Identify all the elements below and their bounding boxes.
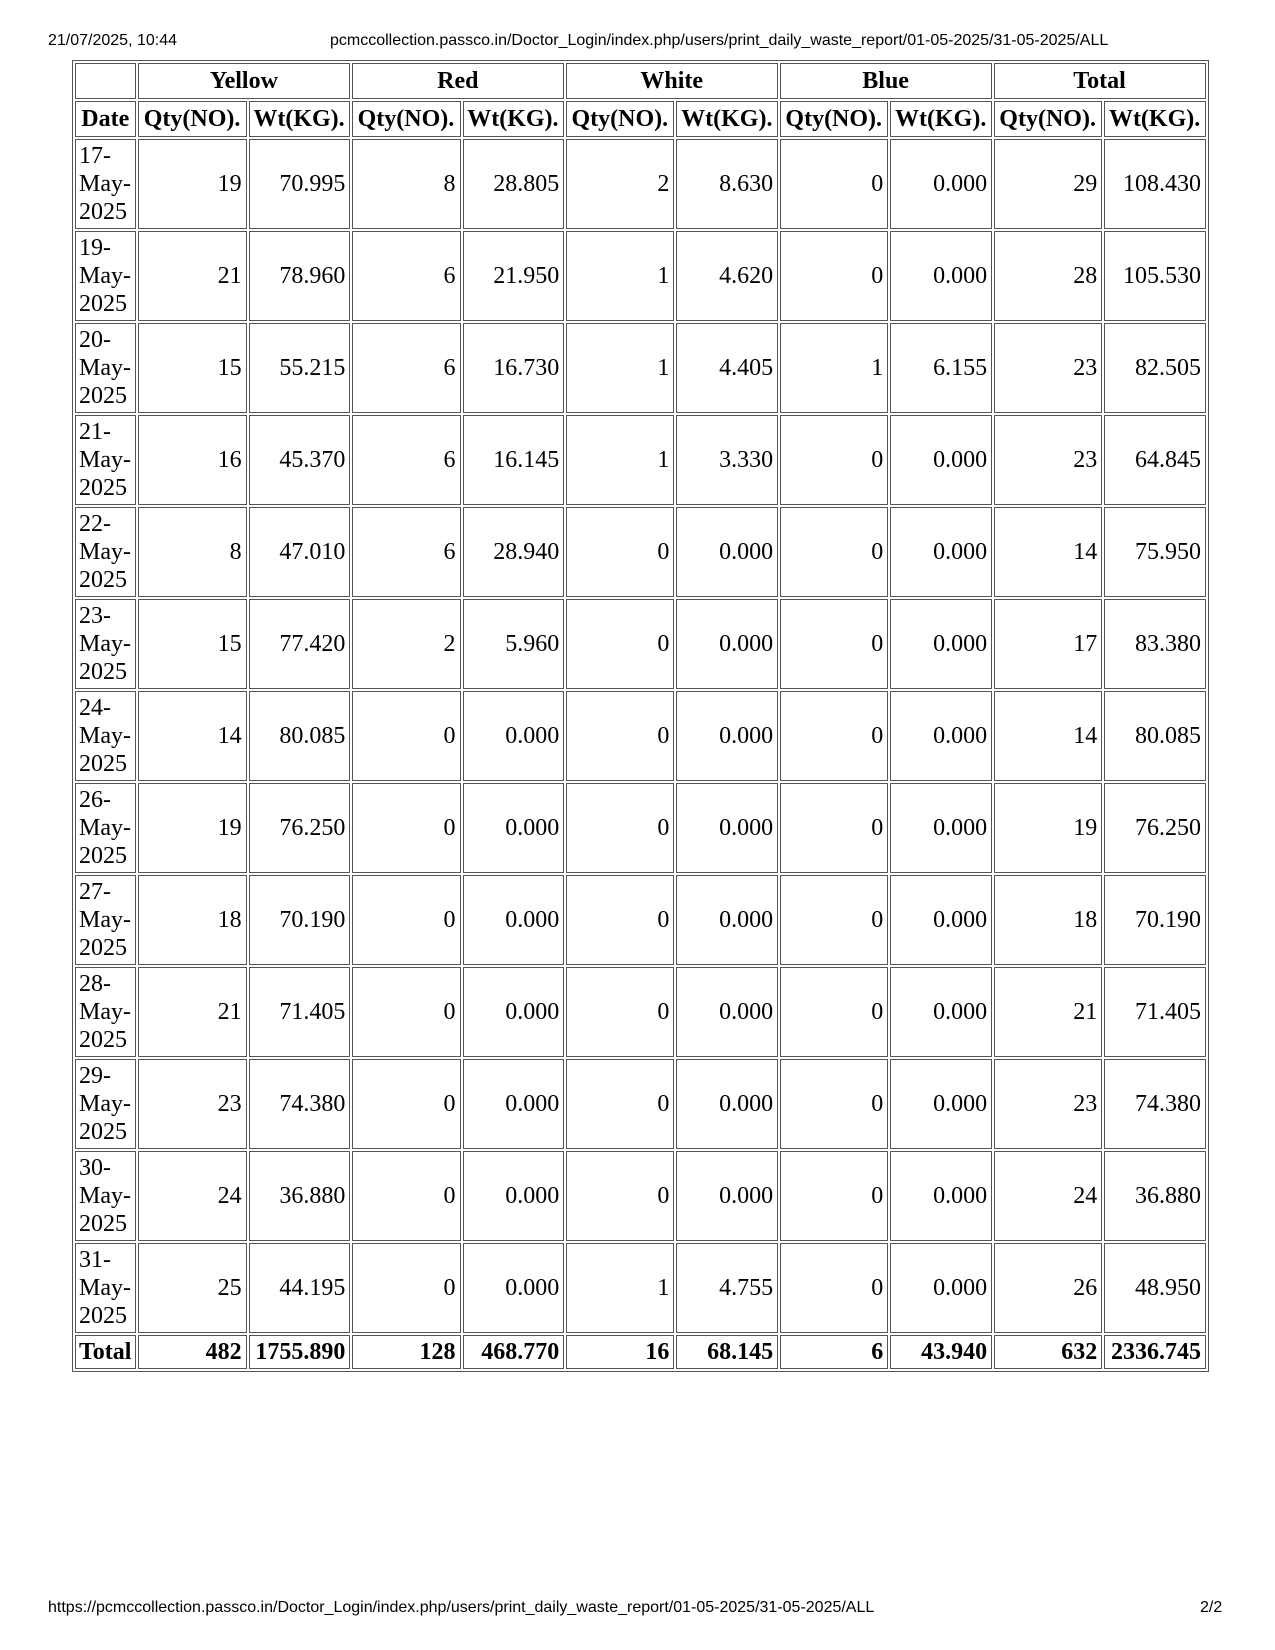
qty-cell: 14 [138, 691, 246, 781]
wt-cell: 83.380 [1104, 599, 1206, 689]
page-number: 2/2 [1200, 1599, 1223, 1616]
qty-cell: 15 [138, 323, 246, 413]
qty-cell: 2 [566, 139, 674, 229]
qty-cell: 1 [566, 323, 674, 413]
date-cell: 23-May-2025 [75, 599, 136, 689]
wt-cell: 28.940 [463, 507, 565, 597]
wt-cell: 28.805 [463, 139, 565, 229]
qty-cell: 0 [566, 691, 674, 781]
wt-cell: 0.000 [463, 875, 565, 965]
wt-cell: 0.000 [463, 1243, 565, 1333]
wt-cell: 4.620 [676, 231, 778, 321]
wt-cell: 36.880 [249, 1151, 351, 1241]
qty-cell: 0 [780, 139, 888, 229]
wt-cell: 0.000 [676, 507, 778, 597]
qty-cell: 0 [780, 507, 888, 597]
qty-cell: 15 [138, 599, 246, 689]
qty-cell: 19 [138, 783, 246, 873]
qty-cell: 0 [566, 967, 674, 1057]
table-row [75, 1059, 1206, 1149]
wt-cell: 76.250 [1104, 783, 1206, 873]
date-cell: 28-May-2025 [75, 967, 136, 1057]
table-row [75, 323, 1206, 413]
wt-cell: 75.950 [1104, 507, 1206, 597]
qty-cell: 0 [352, 691, 460, 781]
total-cell: 1755.890 [249, 1335, 351, 1369]
qty-cell: 0 [780, 231, 888, 321]
date-cell: 24-May-2025 [75, 691, 136, 781]
qty-cell: 6 [352, 231, 460, 321]
qty-cell: 0 [566, 1151, 674, 1241]
wt-header: Wt(KG). [676, 101, 778, 137]
wt-cell: 82.505 [1104, 323, 1206, 413]
qty-cell: 1 [566, 1243, 674, 1333]
wt-cell: 0.000 [890, 1151, 992, 1241]
qty-cell: 0 [780, 691, 888, 781]
wt-cell: 0.000 [890, 1059, 992, 1149]
wt-cell: 0.000 [676, 691, 778, 781]
wt-cell: 108.430 [1104, 139, 1206, 229]
print-timestamp: 21/07/2025, 10:44 [48, 32, 178, 49]
table-row [75, 875, 1206, 965]
qty-cell: 0 [352, 1243, 460, 1333]
qty-cell: 0 [780, 783, 888, 873]
wt-cell: 0.000 [676, 1059, 778, 1149]
wt-cell: 77.420 [249, 599, 351, 689]
date-cell: 27-May-2025 [75, 875, 136, 965]
wt-cell: 8.630 [676, 139, 778, 229]
wt-header: Wt(KG). [249, 101, 351, 137]
total-cell: 482 [138, 1335, 246, 1369]
total-cell: 43.940 [890, 1335, 992, 1369]
qty-header: Qty(NO). [352, 101, 460, 137]
wt-cell: 21.950 [463, 231, 565, 321]
qty-header: Qty(NO). [138, 101, 246, 137]
qty-cell: 21 [138, 231, 246, 321]
qty-cell: 19 [994, 783, 1102, 873]
table-row [75, 1243, 1206, 1333]
wt-cell: 71.405 [249, 967, 351, 1057]
wt-cell: 0.000 [890, 691, 992, 781]
print-header-url: pcmccollection.passco.in/Doctor_Login/index.php/users/print_daily_waste_report/01-05-2025/31-05-2025/ALL [330, 32, 1109, 49]
qty-cell: 0 [352, 1151, 460, 1241]
qty-cell: 23 [138, 1059, 246, 1149]
wt-cell: 47.010 [249, 507, 351, 597]
table-row [75, 1151, 1206, 1241]
wt-cell: 6.155 [890, 323, 992, 413]
qty-cell: 29 [994, 139, 1102, 229]
qty-cell: 21 [138, 967, 246, 1057]
group-header-row [75, 63, 1206, 99]
qty-cell: 0 [352, 1059, 460, 1149]
wt-cell: 0.000 [676, 967, 778, 1057]
blank-header-cell [75, 63, 136, 99]
qty-cell: 19 [138, 139, 246, 229]
table-row [75, 507, 1206, 597]
wt-header: Wt(KG). [890, 101, 992, 137]
total-cell: 632 [994, 1335, 1102, 1369]
qty-cell: 0 [566, 599, 674, 689]
table-row [75, 691, 1206, 781]
total-cell: 128 [352, 1335, 460, 1369]
wt-cell: 74.380 [249, 1059, 351, 1149]
qty-cell: 0 [780, 415, 888, 505]
qty-cell: 21 [994, 967, 1102, 1057]
wt-cell: 0.000 [463, 1059, 565, 1149]
wt-cell: 0.000 [463, 967, 565, 1057]
qty-cell: 0 [352, 875, 460, 965]
total-row [75, 1335, 1206, 1369]
total-cell: 468.770 [463, 1335, 565, 1369]
qty-cell: 8 [138, 507, 246, 597]
date-cell: 26-May-2025 [75, 783, 136, 873]
wt-cell: 0.000 [676, 783, 778, 873]
wt-cell: 3.330 [676, 415, 778, 505]
wt-cell: 0.000 [890, 875, 992, 965]
total-cell: 2336.745 [1104, 1335, 1206, 1369]
qty-cell: 0 [780, 1243, 888, 1333]
qty-cell: 25 [138, 1243, 246, 1333]
wt-cell: 0.000 [676, 599, 778, 689]
date-cell: 20-May-2025 [75, 323, 136, 413]
qty-header: Qty(NO). [780, 101, 888, 137]
wt-cell: 16.145 [463, 415, 565, 505]
qty-cell: 1 [566, 231, 674, 321]
wt-cell: 36.880 [1104, 1151, 1206, 1241]
qty-cell: 6 [352, 415, 460, 505]
wt-cell: 74.380 [1104, 1059, 1206, 1149]
wt-cell: 70.995 [249, 139, 351, 229]
qty-cell: 23 [994, 1059, 1102, 1149]
total-label: Total [75, 1335, 136, 1369]
wt-cell: 76.250 [249, 783, 351, 873]
wt-cell: 64.845 [1104, 415, 1206, 505]
wt-cell: 44.195 [249, 1243, 351, 1333]
qty-header: Qty(NO). [566, 101, 674, 137]
qty-cell: 14 [994, 507, 1102, 597]
group-header-total: Total [994, 63, 1206, 99]
wt-cell: 0.000 [890, 1243, 992, 1333]
wt-cell: 45.370 [249, 415, 351, 505]
date-cell: 21-May-2025 [75, 415, 136, 505]
qty-cell: 0 [566, 875, 674, 965]
date-cell: 22-May-2025 [75, 507, 136, 597]
total-cell: 6 [780, 1335, 888, 1369]
total-cell: 68.145 [676, 1335, 778, 1369]
qty-header: Qty(NO). [994, 101, 1102, 137]
qty-cell: 0 [566, 1059, 674, 1149]
qty-cell: 0 [780, 599, 888, 689]
date-cell: 17-May-2025 [75, 139, 136, 229]
qty-cell: 28 [994, 231, 1102, 321]
date-cell: 31-May-2025 [75, 1243, 136, 1333]
group-header-blue: Blue [780, 63, 992, 99]
qty-cell: 23 [994, 323, 1102, 413]
qty-cell: 0 [780, 1059, 888, 1149]
wt-cell: 4.405 [676, 323, 778, 413]
qty-cell: 1 [566, 415, 674, 505]
wt-cell: 0.000 [676, 875, 778, 965]
wt-cell: 70.190 [249, 875, 351, 965]
wt-header: Wt(KG). [463, 101, 565, 137]
qty-cell: 24 [994, 1151, 1102, 1241]
wt-cell: 70.190 [1104, 875, 1206, 965]
qty-cell: 16 [138, 415, 246, 505]
qty-cell: 0 [566, 783, 674, 873]
qty-cell: 24 [138, 1151, 246, 1241]
column-header-row [75, 101, 1206, 137]
wt-cell: 71.405 [1104, 967, 1206, 1057]
qty-cell: 6 [352, 323, 460, 413]
wt-cell: 48.950 [1104, 1243, 1206, 1333]
table-row [75, 139, 1206, 229]
wt-cell: 0.000 [890, 507, 992, 597]
qty-cell: 23 [994, 415, 1102, 505]
wt-cell: 0.000 [676, 1151, 778, 1241]
qty-cell: 18 [138, 875, 246, 965]
group-header-red: Red [352, 63, 564, 99]
qty-cell: 0 [566, 507, 674, 597]
qty-cell: 6 [352, 507, 460, 597]
wt-cell: 105.530 [1104, 231, 1206, 321]
wt-cell: 78.960 [249, 231, 351, 321]
date-cell: 30-May-2025 [75, 1151, 136, 1241]
qty-cell: 18 [994, 875, 1102, 965]
wt-cell: 16.730 [463, 323, 565, 413]
qty-cell: 8 [352, 139, 460, 229]
print-footer-url: https://pcmccollection.passco.in/Doctor_Login/index.php/users/print_daily_waste_report/01-05-2025/31-05-2025/ALL [48, 1599, 875, 1616]
qty-cell: 0 [352, 967, 460, 1057]
table-row [75, 599, 1206, 689]
wt-cell: 0.000 [890, 415, 992, 505]
wt-cell: 5.960 [463, 599, 565, 689]
qty-cell: 2 [352, 599, 460, 689]
group-header-white: White [566, 63, 778, 99]
table-row [75, 783, 1206, 873]
date-cell: 19-May-2025 [75, 231, 136, 321]
qty-cell: 0 [780, 967, 888, 1057]
table-row [75, 415, 1206, 505]
wt-cell: 0.000 [890, 599, 992, 689]
wt-cell: 0.000 [463, 691, 565, 781]
qty-cell: 0 [352, 783, 460, 873]
date-header: Date [75, 101, 136, 137]
wt-cell: 0.000 [890, 139, 992, 229]
wt-header: Wt(KG). [1104, 101, 1206, 137]
qty-cell: 0 [780, 875, 888, 965]
wt-cell: 80.085 [1104, 691, 1206, 781]
wt-cell: 0.000 [463, 1151, 565, 1241]
wt-cell: 4.755 [676, 1243, 778, 1333]
qty-cell: 17 [994, 599, 1102, 689]
wt-cell: 0.000 [890, 783, 992, 873]
qty-cell: 0 [780, 1151, 888, 1241]
total-cell: 16 [566, 1335, 674, 1369]
group-header-yellow: Yellow [138, 63, 350, 99]
wt-cell: 0.000 [463, 783, 565, 873]
wt-cell: 55.215 [249, 323, 351, 413]
qty-cell: 1 [780, 323, 888, 413]
wt-cell: 0.000 [890, 231, 992, 321]
wt-cell: 0.000 [890, 967, 992, 1057]
table-row [75, 231, 1206, 321]
wt-cell: 80.085 [249, 691, 351, 781]
table-row [75, 967, 1206, 1057]
date-cell: 29-May-2025 [75, 1059, 136, 1149]
qty-cell: 14 [994, 691, 1102, 781]
qty-cell: 26 [994, 1243, 1102, 1333]
daily-waste-report-table [72, 60, 1209, 1372]
